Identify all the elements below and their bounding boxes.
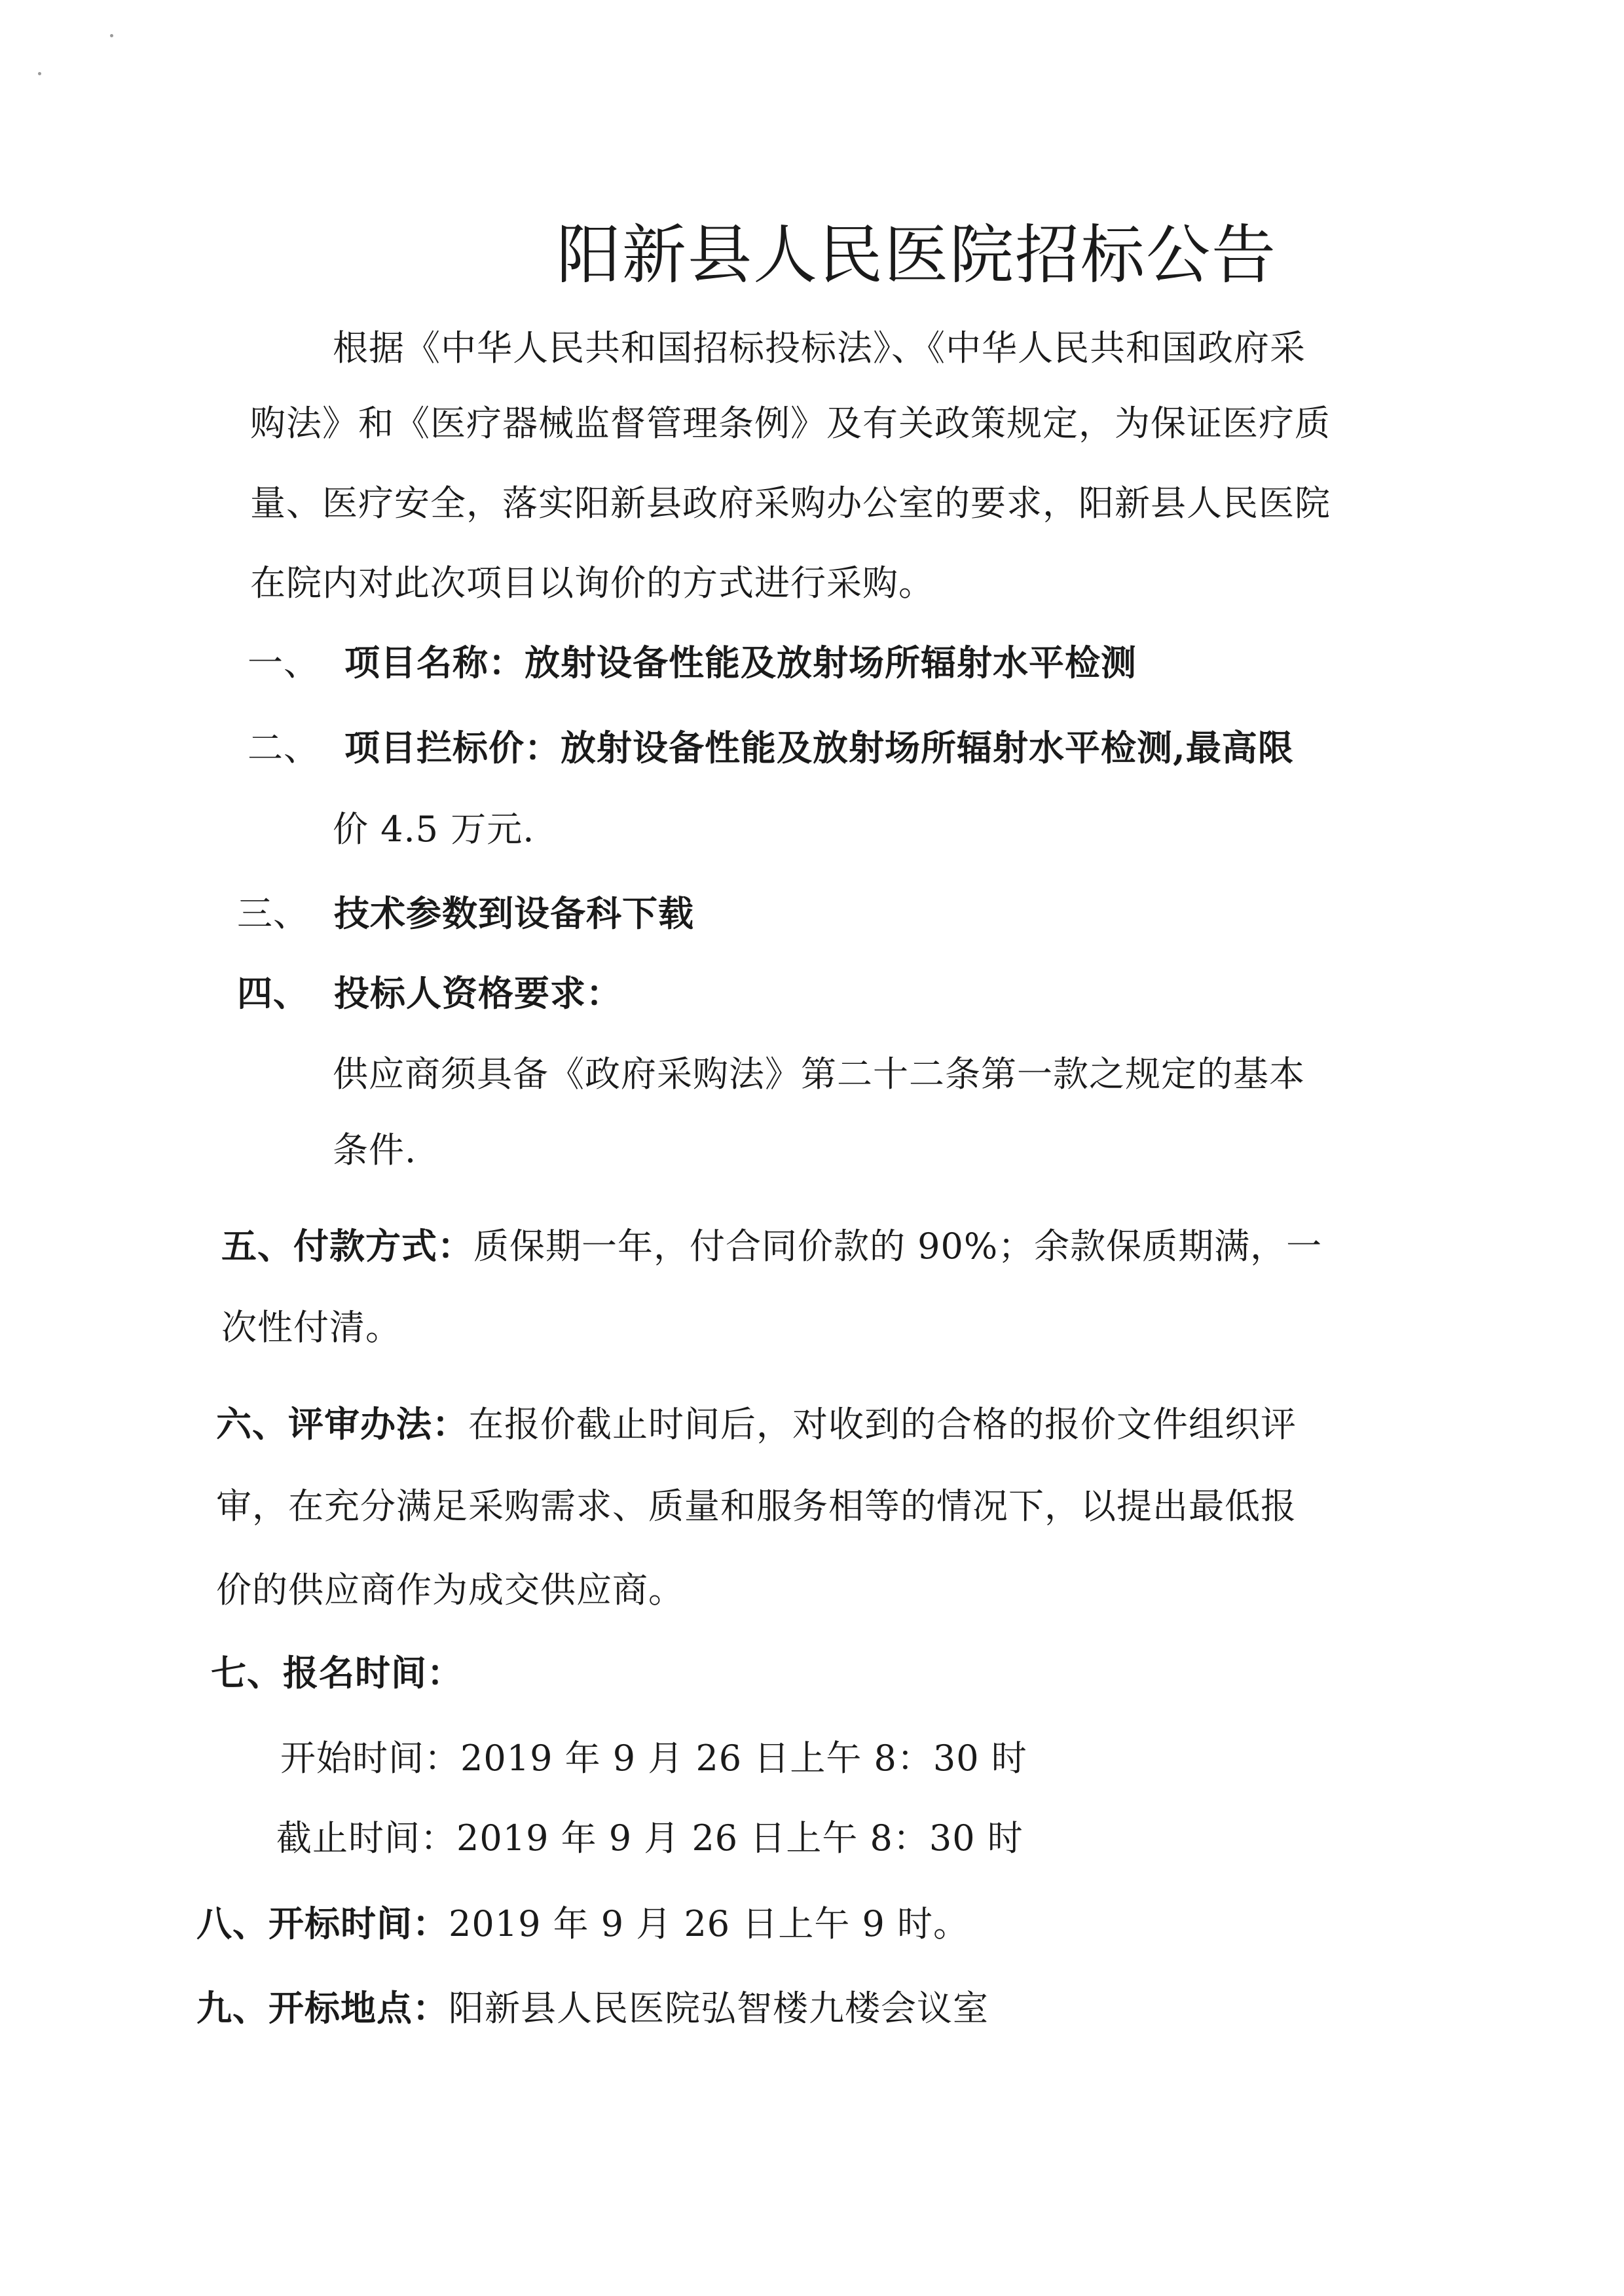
section-registration-time: 七、报名时间： — [211, 1652, 463, 1694]
intro-line: 量、医疗安全，落实阳新县政府采购办公室的要求，阳新县人民医院 — [250, 483, 1331, 524]
section-evaluation — [216, 1401, 1297, 1448]
section-bidder-qualification — [237, 970, 622, 1017]
section-number: 三、 — [237, 893, 309, 934]
section-ceiling-price — [248, 725, 1294, 771]
section-project-name — [248, 640, 1137, 686]
section-body: 供应商须具备《政府采购法》第二十二条第一款之规定的基本 — [333, 1053, 1305, 1095]
section-label: 八、开标时间： — [196, 1903, 449, 1944]
section-label: 九、开标地点： — [196, 1987, 449, 2029]
registration-end-time: 截止时间：2019 年 9 月 26 日上午 8：30 时 — [276, 1817, 1024, 1859]
section-bid-opening-time — [196, 1901, 969, 1947]
section-value-continued: 价的供应商作为成交供应商。 — [216, 1569, 684, 1611]
scan-speck — [38, 72, 41, 75]
section-value-continued: 次性付清。 — [221, 1307, 401, 1348]
section-label: 五、付款方式： — [221, 1225, 473, 1267]
section-value: 放射设备性能及放射场所辐射水平检测 — [525, 642, 1137, 683]
section-bid-opening-location — [196, 1985, 989, 2032]
section-tech-params — [237, 890, 694, 937]
section-number: 一、 — [248, 642, 320, 683]
section-label: 技术参数到设备科下载 — [334, 892, 694, 934]
registration-start-time: 开始时间：2019 年 9 月 26 日上午 8：30 时 — [280, 1738, 1027, 1779]
section-number: 四、 — [237, 972, 309, 1014]
section-label: 六、评审办法： — [216, 1403, 468, 1445]
section-value: 在报价截止时间后，对收到的合格的报价文件组织评 — [468, 1404, 1297, 1445]
intro-line: 在院内对此次项目以询价的方式进行采购。 — [250, 562, 934, 604]
intro-line: 根据《中华人民共和国招标投标法》、《中华人民共和国政府采 — [333, 327, 1306, 369]
section-label: 投标人资格要求： — [334, 972, 622, 1014]
section-value: 质保期一年，付合同价款的 90%；余款保质期满，一 — [473, 1226, 1323, 1267]
scan-speck — [110, 34, 113, 37]
section-value: 阳新县人民医院弘智楼九楼会议室 — [449, 1988, 989, 2029]
intro-line: 购法》和《医疗器械监督管理条例》及有关政策规定，为保证医疗质 — [250, 403, 1331, 444]
page-title: 阳新县人民医院招标公告 — [557, 218, 1278, 293]
section-label: 项目拦标价： — [344, 727, 561, 769]
section-value-continued: 价 4.5 万元. — [333, 809, 535, 850]
section-body: 条件. — [333, 1129, 417, 1171]
section-value: 2019 年 9 月 26 日上午 9 时。 — [449, 1903, 970, 1944]
section-payment — [221, 1223, 1322, 1269]
section-value: 放射设备性能及放射场所辐射水平检测,最高限 — [561, 727, 1294, 769]
section-label: 项目名称： — [344, 642, 525, 683]
section-number: 二、 — [248, 727, 320, 769]
section-value-continued: 审，在充分满足采购需求、质量和服务相等的情况下，以提出最低报 — [216, 1485, 1297, 1527]
